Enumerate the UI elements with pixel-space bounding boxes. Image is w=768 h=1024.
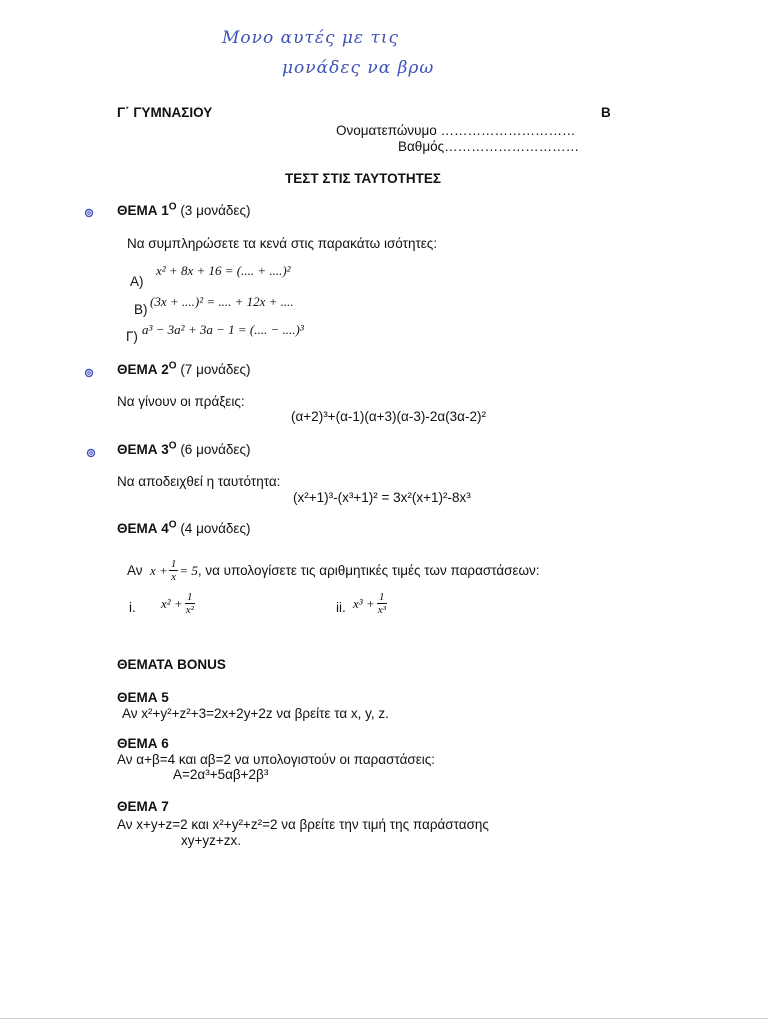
thema4-ii-label: ii. (336, 600, 346, 615)
score-field-label: Βαθμός………………………… (398, 139, 580, 154)
thema1-instruction: Να συμπληρώσετε τα κενά στις παρακάτω ισότητες: (127, 236, 438, 251)
thema2-heading: ΘΕΜΑ $2^O$ (7 μονάδες) (117, 360, 251, 377)
thema4-ii-expression: x³ + $\frac{1}{\text{x³}}$ (353, 591, 386, 616)
thema4-heading: ΘΕΜΑ $4^O$ (4 μονάδες) (117, 519, 251, 536)
thema6-expression: Α=2α³+5αβ+2β³ (173, 767, 269, 782)
page-edge-line (0, 1018, 768, 1019)
thema7-text: Αν x+y+z=2 και x²+y²+z²=2 να βρείτε την τιμή της παράστασης (117, 817, 489, 832)
spiral-bullet-icon (86, 448, 96, 458)
version-label: Β (601, 105, 611, 120)
thema1-a-label: Α) (130, 274, 144, 289)
thema7-expression: xy+yz+zx. (181, 833, 242, 848)
handwritten-note-line1: Μονο αυτές με τις (222, 28, 400, 48)
thema2-expression: (α+2)³+(α-1)(α+3)(α-3)-2α(3α-2)² (291, 409, 486, 424)
thema1-a-expression: x² + 8x + 16 = (.... + ....)² (156, 263, 291, 278)
thema3-expression: (x²+1)³-(x³+1)² = 3x²(x+1)²-8x³ (293, 490, 471, 505)
thema1-c-expression: a³ − 3a² + 3a − 1 = (.... − ....)³ (142, 322, 304, 337)
thema3-heading: ΘΕΜΑ $3^O$ (6 μονάδες) (117, 440, 251, 457)
name-field-label: Ονοματεπώνυμο ………………………… (336, 123, 576, 138)
handwritten-note-line2: μονάδες να βρω (282, 58, 435, 78)
thema2-instruction: Να γίνουν οι πράξεις: (117, 394, 245, 409)
thema4-i-label: i. (129, 600, 136, 615)
thema6-text: Αν α+β=4 και αβ=2 να υπολογιστούν οι παραστάσεις: (117, 752, 435, 767)
bonus-title: ΘΕΜΑΤΑ BONUS (117, 657, 226, 672)
thema1-b-label: Β) (134, 302, 148, 317)
spiral-bullet-icon (84, 368, 94, 378)
thema1-heading: ΘΕΜΑ $1^O$ (3 μονάδες) (117, 201, 251, 218)
thema6-heading: ΘΕΜΑ 6 (117, 736, 169, 751)
page-title: ΤΕΣΤ ΣΤΙΣ ΤΑΥΤΟΤΗΤΕΣ (285, 171, 441, 186)
thema7-heading: ΘΕΜΑ 7 (117, 799, 169, 814)
thema5-heading: ΘΕΜΑ 5 (117, 690, 169, 705)
thema3-instruction: Να αποδειχθεί η ταυτότητα: (117, 474, 281, 489)
spiral-bullet-icon (84, 208, 94, 218)
thema4-i-expression: x² + $\frac{1}{\text{x²}}$ (161, 591, 194, 616)
thema4-condition-fraction: $\frac{1}{x}$ (170, 558, 177, 583)
thema4-condition: Αν x + $\frac{1}{x}$ = 5 , να υπολογίσετε τις αριθμητικές τιμές των παραστάσεων: (127, 558, 540, 583)
thema1-c-label: Γ) (126, 329, 138, 344)
thema1-b-expression: (3x + ....)² = .... + 12x + .... (150, 294, 294, 309)
grade-label: Γ΄ ΓΥΜΝΑΣΙΟΥ (117, 105, 213, 120)
thema5-text: Αν x²+y²+z²+3=2x+2y+2z να βρείτε τα x, y, z. (122, 706, 389, 721)
